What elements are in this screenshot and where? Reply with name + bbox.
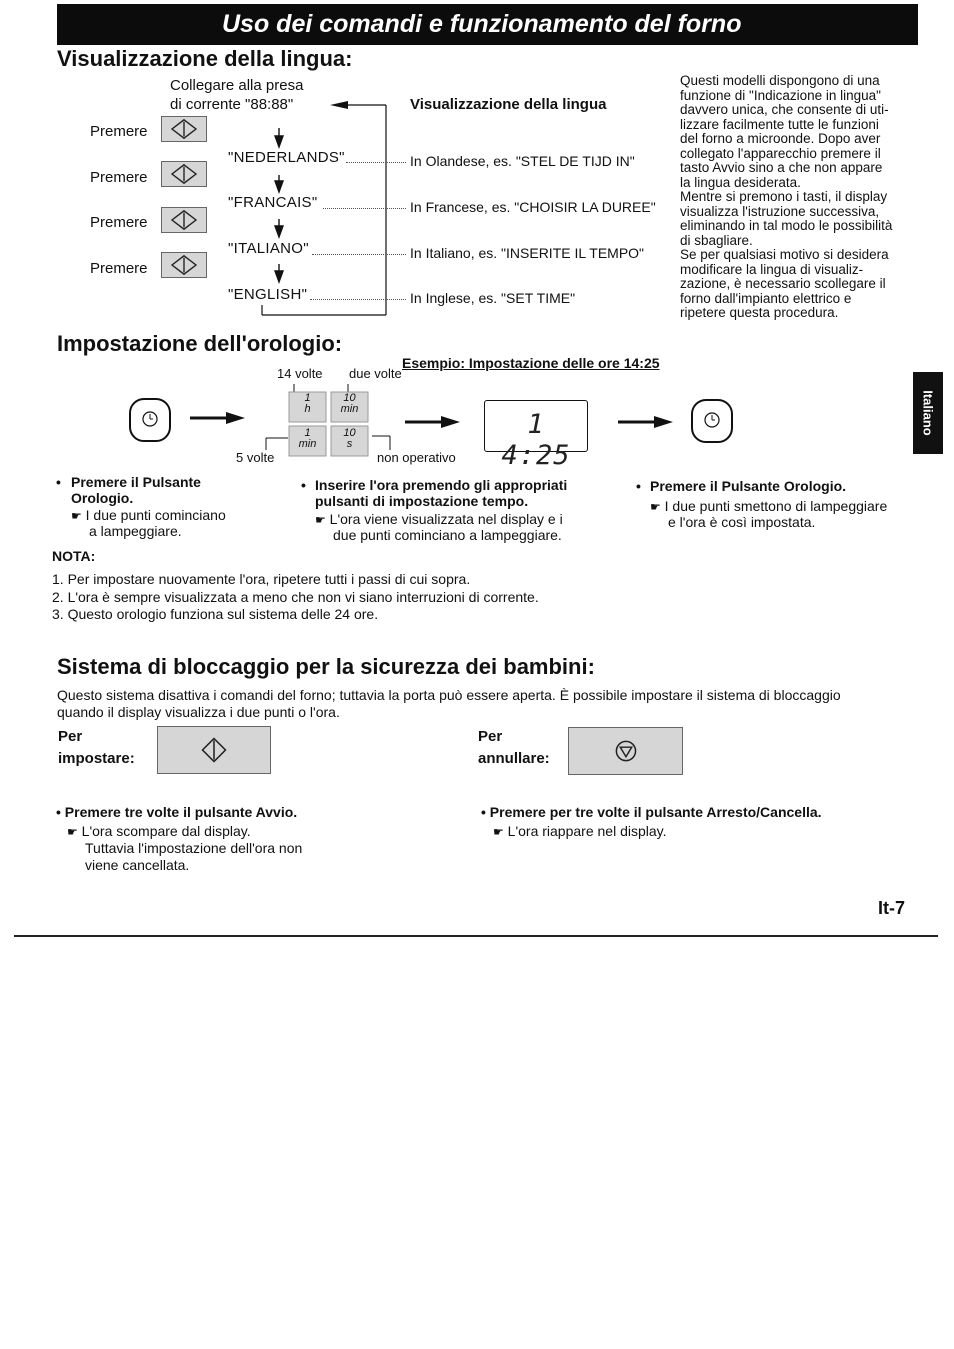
arrow-right-2 [405, 414, 460, 430]
clock-step-3: • Premere il Pulsante Orologio. ☛ I due punti smettono di lampeggiare e l'ora è così impostata. [636, 478, 888, 530]
hand-pointer-icon: ☛ [650, 500, 661, 514]
footer-divider [14, 935, 938, 937]
press-label-2: Premere [90, 169, 148, 186]
lock-heading: Sistema di bloccaggio per la sicurezza dei bambini: [57, 654, 595, 679]
key-1-min[interactable]: 1 min [298, 427, 317, 450]
lock-stop-cancel-button[interactable] [568, 727, 683, 775]
arrow-right-3 [618, 414, 673, 430]
lock-set-label: Per impostare: [58, 728, 135, 767]
language-desc-english: In Inglese, es. "SET TIME" [410, 290, 576, 306]
clock-button-2[interactable] [690, 398, 736, 444]
page-title: Uso dei comandi e funzionamento del forno [222, 10, 742, 38]
language-code-italiano: "ITALIANO" [228, 240, 309, 257]
language-desc-italiano: In Italiano, es. "INSERITE IL TEMPO" [410, 245, 645, 261]
hand-pointer-icon: ☛ [493, 825, 504, 839]
language-desc-francais: In Francese, es. "CHOISIR LA DUREE" [410, 199, 656, 215]
language-heading: Visualizzazione della lingua: [57, 46, 353, 71]
language-code-english: "ENGLISH" [228, 286, 308, 303]
language-side-text: Questi modelli dispongono di una funzione di "Indicazione in lingua" davvero unica, che consente di uti- lizzare facilmente tutte le funzioni del forno a microonde. Dopo aver collegato l'apparecchio premere il tasto Avvio sino a che non appare la lingua desiderata. Mentre si premono i tasti, il display visualizza l'istruzione successiva, eliminando in tal modo le possibilità di sbagliare. Se per qualsiasi motivo si desidera modificare la lingua di visualiz- zazione, è necessario scollegare il forno dall'impianto elettrico e ripetere questa procedura. [680, 73, 893, 320]
label-5-volte: 5 volte [236, 450, 275, 465]
label-14-volte: 14 volte [277, 366, 323, 381]
side-tab-label: Italiano [920, 390, 936, 436]
leader-line [346, 162, 406, 163]
key-10-s[interactable]: 10 s [343, 427, 356, 450]
oven-display [484, 400, 588, 471]
clock-heading: Impostazione dell'orologio: [57, 331, 343, 356]
lock-set-step: • Premere tre volte il pulsante Avvio. ☛ L'ora scompare dal display. Tuttavia l'impostazione dell'ora non viene cancellata. [56, 804, 303, 873]
clock-step-2: • Inserire l'ora premendo gli appropriati pulsanti di impostazione tempo. ☛ L'ora viene visualizzata nel display e i due punti cominciano a lampeggiare. [301, 477, 568, 543]
page-title-bar [57, 4, 918, 45]
language-desc-nederlands: In Olandese, es. "STEL DE TIJD IN" [410, 153, 635, 169]
language-column-heading: Visualizzazione della lingua [410, 96, 607, 113]
lock-cancel-label: Per annullare: [478, 728, 550, 767]
press-label-4: Premere [90, 260, 148, 277]
start-button-1[interactable] [161, 116, 207, 142]
lock-cancel-step: • Premere per tre volte il pulsante Arresto/Cancella. ☛ L'ora riappare nel display. [481, 804, 822, 839]
page-number: It-7 [878, 898, 905, 918]
language-code-nederlands: "NEDERLANDS" [228, 149, 345, 166]
key-1-hour[interactable]: 1 h [304, 392, 311, 415]
press-label-3: Premere [90, 214, 148, 231]
lock-start-button[interactable] [157, 726, 271, 774]
hand-pointer-icon: ☛ [315, 513, 326, 527]
display-time: 1 4:25 [501, 409, 571, 471]
start-button-2[interactable] [161, 161, 207, 187]
label-due-volte: due volte [349, 366, 402, 381]
start-button-3[interactable] [161, 207, 207, 233]
arrow-right-1 [190, 410, 245, 426]
clock-step-1: • Premere il Pulsante Orologio. ☛ I due punti cominciano a lampeggiare. [56, 474, 226, 539]
key-10-min[interactable]: 10 min [340, 392, 359, 415]
lock-intro: Questo sistema disattiva i comandi del forno; tuttavia la porta può essere aperta. È possibile impostare il sistema di bloccaggio quando il display visualizza i due punti o l'ora. [57, 687, 841, 720]
connect-line-1: Collegare alla presa [170, 77, 304, 94]
label-non-operativo: non operativo [377, 450, 456, 465]
connect-line-2: di corrente "88:88" [170, 96, 294, 113]
clock-button-1[interactable] [128, 397, 174, 443]
start-button-4[interactable] [161, 252, 207, 278]
leader-line [323, 208, 406, 209]
hand-pointer-icon: ☛ [67, 825, 78, 839]
language-side-tab [913, 372, 943, 454]
leader-line [310, 299, 406, 300]
press-label-1: Premere [90, 123, 148, 140]
language-code-francais: "FRANCAIS" [228, 194, 318, 211]
hand-pointer-icon: ☛ [71, 509, 82, 523]
clock-example-caption: Esempio: Impostazione delle ore 14:25 [402, 355, 660, 371]
clock-notes: 1. Per impostare nuovamente l'ora, ripetere tutti i passi di cui sopra. 2. L'ora è sempre visualizzata a meno che non vi siano interruzioni di corrente. 3. Questo orologio funziona sul sistema delle 24 ore. [52, 571, 539, 622]
nota-label: NOTA: [52, 548, 96, 564]
leader-line [312, 254, 406, 255]
